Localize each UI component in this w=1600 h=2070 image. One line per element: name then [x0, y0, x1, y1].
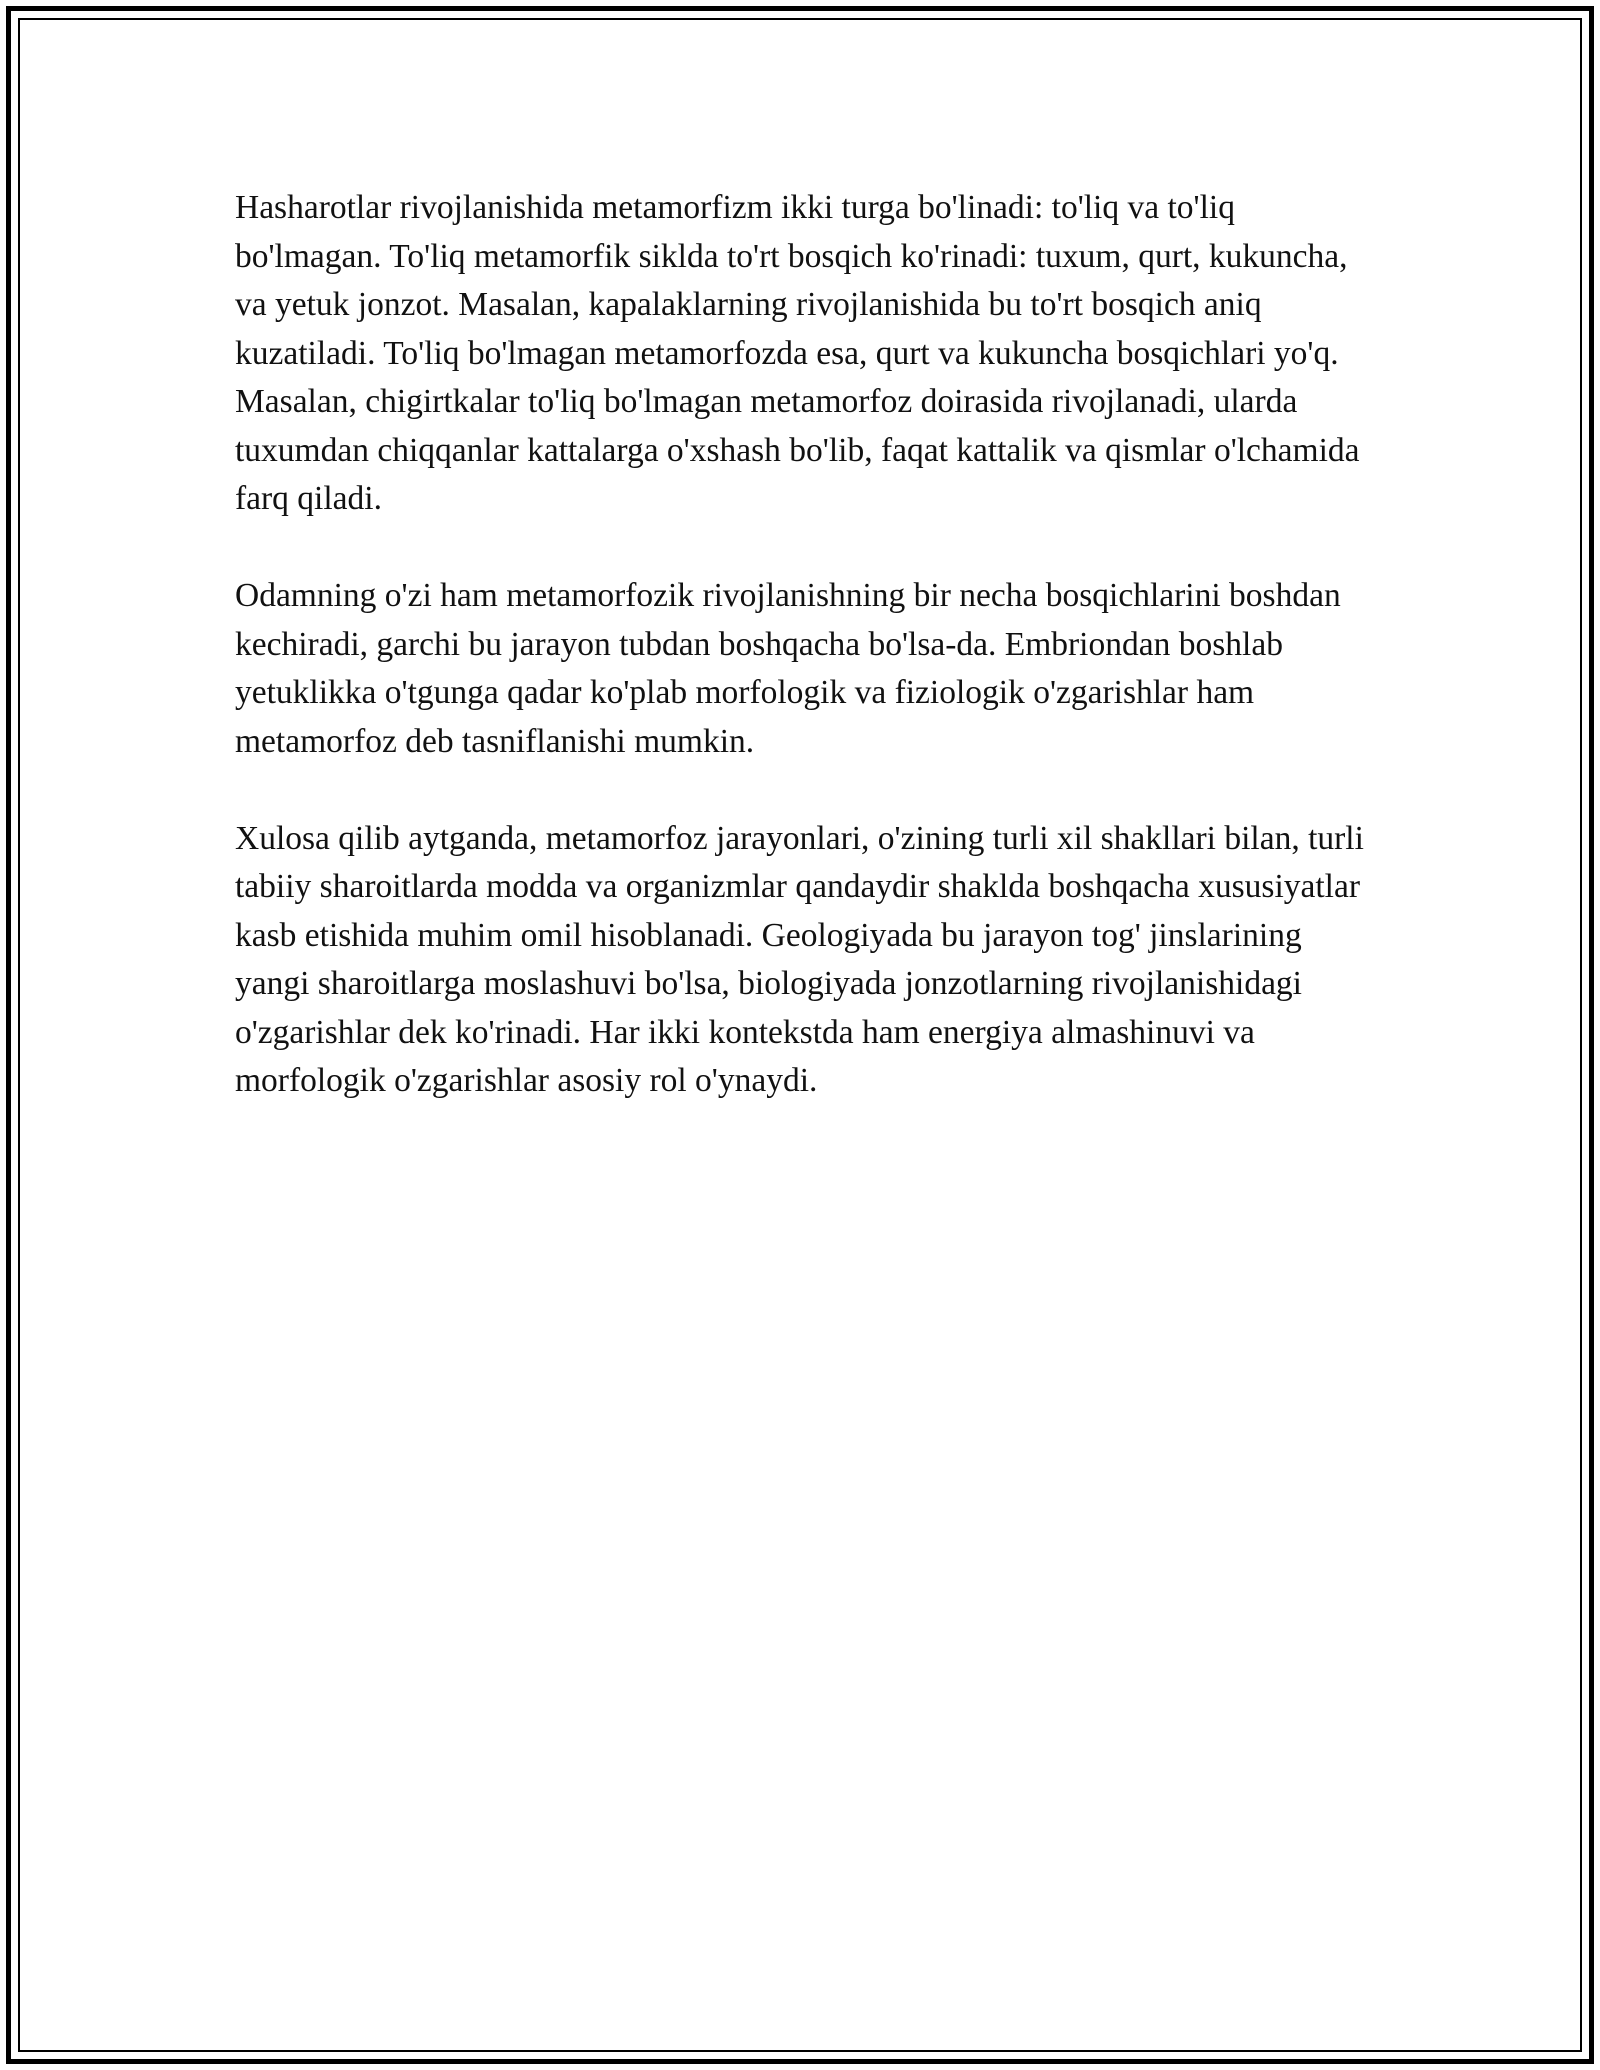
paragraph-2: Odamning o'zi ham metamorfozik rivojlanishning bir necha bosqichlarini boshdan kechiradi, garchi bu jarayon tubdan boshqacha bo'lsa-da. Embriondan boshlab yetuklikka o'tgunga qadar ko'plab morfologik va fiziologik o'zgarishlar ham metamorfoz deb tasniflanishi mumkin. — [235, 577, 1341, 760]
paragraph-1: Hasharotlar rivojlanishida metamorfizm ikki turga bo'linadi: to'liq va to'liq bo'lmagan. To'liq metamorfik siklda to'rt bosqich ko'rinadi: tuxum, qurt, kukuncha, va yetuk jonzot. Masalan, kapalaklarning rivojlanishida bu to'rt bosqich aniq kuzatiladi. To'liq bo'lmagan metamorfozda esa, qurt va kukuncha bosqichlari yo'q. Masalan, chigirtkalar to'liq bo'lmagan metamorfoz doirasida rivojlanadi, ularda tuxumdan chiqqanlar kattalarga o'xshash bo'lib, faqat kattalik va qismlar o'lchamida farq qiladi. — [235, 189, 1360, 517]
paragraph-3: Xulosa qilib aytganda, metamorfoz jarayonlari, o'zining turli xil shakllari bilan, turli tabiiy sharoitlarda modda va organizmlar qandaydir shaklda boshqacha xususiyatlar kasb etishida muhim omil hisoblanadi. Geologiyada bu jarayon tog' jinslarining yangi sharoitlarga moslashuvi bo'lsa, biologiyada jonzotlarning rivojlanishidagi o'zgarishlar dek ko'rinadi. Har ikki kontekstda ham energiya almashinuvi va morfologik o'zgarishlar asosiy rol o'ynaydi. — [235, 819, 1364, 1099]
document-body — [235, 184, 1365, 1154]
